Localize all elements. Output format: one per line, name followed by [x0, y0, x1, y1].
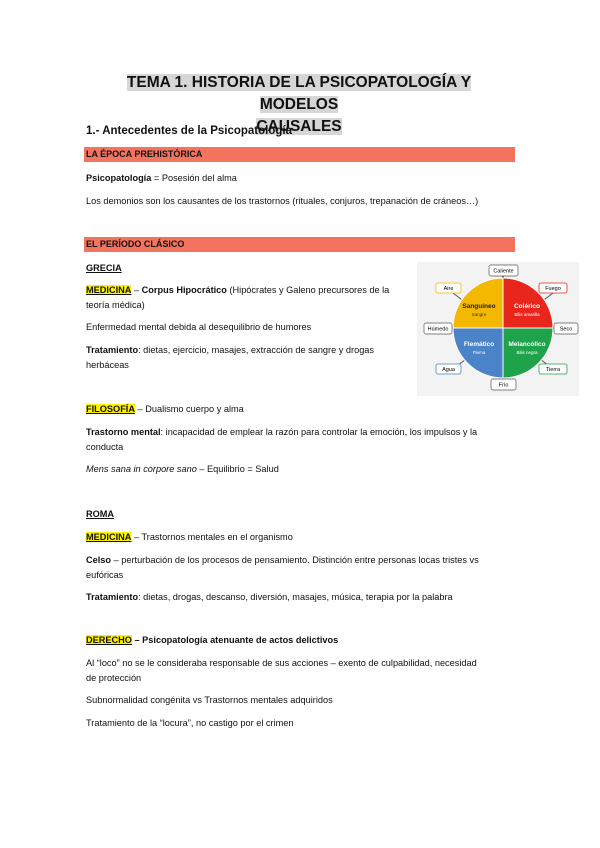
label-left: Húmedo [427, 326, 449, 333]
rome-loco: Al “loco” no se le consideraba responsable de sus acciones – exento de culpabilidad, necesidad de protección [86, 658, 477, 683]
label-sanguine: Sanguíneo [462, 303, 496, 310]
rome-title: ROMA [86, 509, 115, 519]
rome-medicine: MEDICINA – Trastornos mentales en el organismo [86, 532, 293, 542]
title-line-2: CAUSALES [256, 118, 342, 135]
label-air: Aire [443, 286, 454, 292]
label-melancholic-sub: Bilis negra [516, 350, 538, 355]
label-fire: Fuego [545, 286, 561, 292]
rome-law: DERECHO – Psicopatología atenuante de actos delictivos [86, 635, 339, 645]
rome-treatment: Tratamiento: dietas, drogas, descanso, diversión, masajes, música, terapia por la palabra [86, 592, 453, 602]
label-phlegmatic-sub: Flema [472, 350, 486, 355]
classic-header: EL PERÍODO CLÁSICO [84, 237, 515, 252]
rome-celso: Celso – perturbación de los procesos de pensamiento. Distinción entre personas locas tristes vs eufóricas [86, 555, 479, 580]
section-heading: 1.- Antecedentes de la Psicopatología [86, 125, 292, 137]
label-earth: Tierra [545, 367, 561, 373]
greece-title: GRECIA [86, 263, 122, 273]
label-choleric-sub: Bilis amarilla [514, 312, 540, 317]
greece-humors: Enfermedad mental debida al desequilibrio de humores [86, 322, 312, 332]
prehistoric-header: LA ÉPOCA PREHISTÓRICA [84, 147, 515, 162]
label-water: Agua [442, 367, 455, 373]
rome-locura: Tratamiento de la “locura”, no castigo por el crimen [86, 718, 294, 728]
humors-diagram [417, 262, 579, 396]
label-sanguine-sub: Sangre [471, 312, 487, 317]
label-bottom: Frío [498, 382, 509, 389]
greece-medicine: MEDICINA – Corpus Hipocrático (Hipócrates y Galeno precursores de la teoría médica) [86, 285, 390, 310]
prehistoric-line-1: Psicopatología = Posesión del alma [86, 173, 237, 183]
label-right: Seco [559, 326, 573, 333]
label-melancholic: Melancólico [508, 341, 546, 348]
rome-subnormality: Subnormalidad congénita vs Trastornos mentales adquiridos [86, 695, 333, 705]
label-top: Caliente [493, 268, 514, 275]
title-line-1: TEMA 1. HISTORIA DE LA PSICOPATOLOGÍA Y MODELOS [126, 74, 472, 113]
label-phlegmatic: Flemático [463, 341, 495, 348]
greece-motto: Mens sana in corpore sano – Equilibrio = Salud [86, 464, 279, 474]
prehistoric-line-2: Los demonios son los causantes de los trastornos (rituales, conjuros, trepanación de cráneos…) [86, 196, 479, 206]
greece-disorder: Trastorno mental: incapacidad de emplear la razón para controlar la emoción, los impulsos y la conducta [86, 427, 478, 452]
greece-treatment: Tratamiento: dietas, ejercicio, masajes, extracción de sangre y drogas herbáceas [86, 345, 375, 370]
greece-philosophy: FILOSOFÍA – Dualismo cuerpo y alma [86, 404, 244, 414]
label-choleric: Colérico [513, 303, 541, 310]
